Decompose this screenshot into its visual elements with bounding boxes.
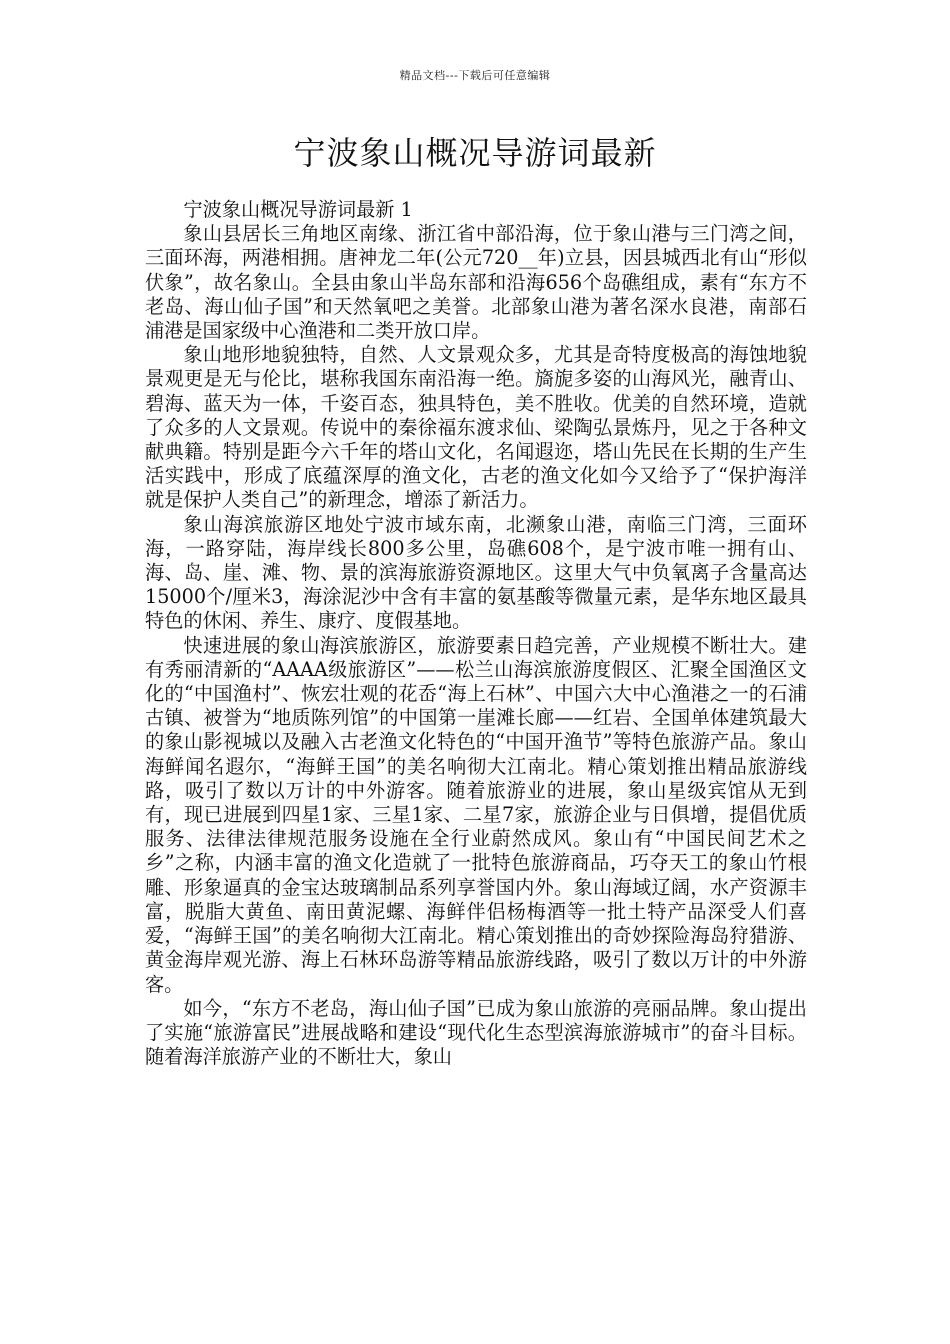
paragraph-tourism-development: 快速进展的象山海滨旅游区，旅游要素日趋完善，产业规模不断壮大。建有秀丽清新的“AAAA级旅游区”——松兰山海滨旅游度假区、汇聚全国渔区文化的“中国渔村”、恢宏壮观的花岙“海上石林”、中国六大中心渔港之一的石浦古镇、被誉为“地质陈列馆”的中国第一崖滩长廊——红岩、全国单体建筑最大的象山影视城以及融入古老渔文化特色的“中国开渔节”等特色旅游产品。象山海鲜闻名遐尔，“海鲜王国”的美名响彻大江南北。精心策划推出精品旅游线路，吸引了数以万计的中外游客。随着旅游业的进展，象山星级宾馆从无到有，现已进展到四星1家、三星1家、二星7家，旅游企业与日俱增，提倡优质服务、法律法律规范服务设施在全行业蔚然成风。象山有“中国民间艺术之乡”之称，内涵丰富的渔文化造就了一批特色旅游商品，巧夺天工的象山竹根雕、形象逼真的金宝达玻璃制品系列享誉国内外。象山海域辽阔，水产资源丰富，脱脂大黄鱼、南田黄泥螺、海鲜伴侣杨梅酒等一批土特产品深受人们喜爱，“海鲜王国”的美名响彻大江南北。精心策划推出的奇妙探险海岛狩猎游、黄金海岸观光游、海上石林环岛游等精品旅游线路，吸引了数以万计的中外游客。 xyxy=(145,633,807,996)
paragraph-coastal-area: 象山海滨旅游区地处宁波市域东南，北濒象山港，南临三门湾，三面环海，一路穿陆，海岸线长800多公里，岛礁608个，是宁波市唯一拥有山、海、岛、崖、滩、物、景的滨海旅游资源地区。这里大气中负氧离子含量高达15000个/厘米3，海涂泥沙中含有丰富的氨基酸等微量元素，是华东地区最具特色的休闲、养生、康疗、度假基地。 xyxy=(145,512,807,633)
paragraph-landscape: 象山地形地貌独特，自然、人文景观众多，尤其是奇特度极高的海蚀地貌景观更是无与伦比，堪称我国东南沿海一绝。旖旎多姿的山海风光，融青山、碧海、蓝天为一体，千姿百态，独具特色，美不胜收。优美的自然环境，造就了众多的人文景观。传说中的秦徐福东渡求仙、梁陶弘景炼丹，见之于各种文献典籍。特别是距今六千年的塔山文化，名闻遐迩，塔山先民在长期的生产生活实践中，形成了底蕴深厚的渔文化，古老的渔文化如今又给予了“保护海洋就是保护人类自己”的新理念，增添了新活力。 xyxy=(145,343,807,512)
section-heading: 宁波象山概况导游词最新 1 xyxy=(183,198,413,221)
page-header-note: 精品文档---下载后可任意编辑 xyxy=(399,69,551,82)
paragraph-brand: 如今，“东方不老岛，海山仙子国”已成为象山旅游的亮丽品牌。象山提出了实施“旅游富民”进展战略和建设“现代化生态型滨海旅游城市”的奋斗目标。随着海洋旅游产业的不断壮大，象山 xyxy=(145,996,807,1069)
paragraph-overview: 象山县居长三角地区南缘、浙江省中部沿海，位于象山港与三门湾之间，三面环海，两港相拥。唐神龙二年(公元720__年)立县，因县城西北有山“形似伏象”，故名象山。全县由象山半岛东部和沿海656个岛礁组成，素有“东方不老岛、海山仙子国”和天然氧吧之美誉。北部象山港为著名深水良港，南部石浦港是国家级中心渔港和二类开放口岸。 xyxy=(145,222,807,343)
document-title: 宁波象山概况导游词最新 xyxy=(293,134,657,172)
document-body xyxy=(145,198,807,1069)
